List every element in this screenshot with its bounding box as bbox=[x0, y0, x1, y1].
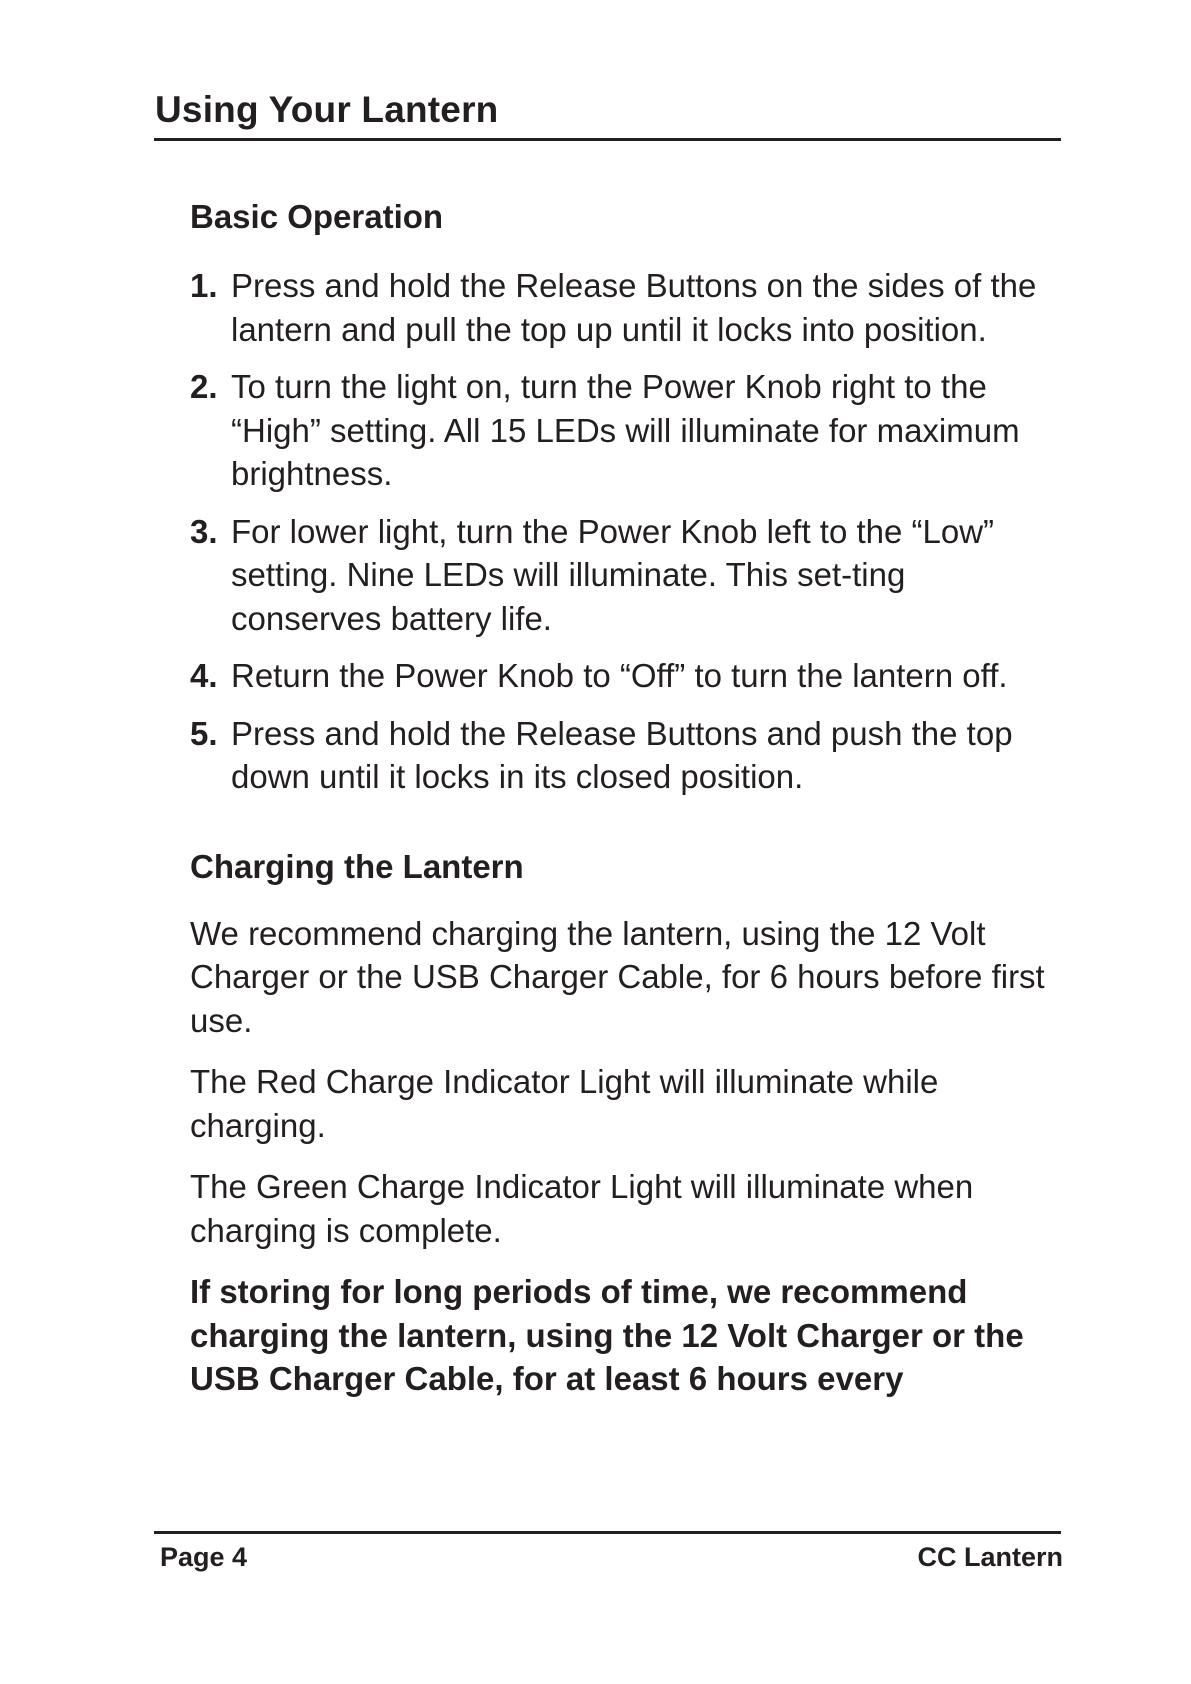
charging-paragraph: The Red Charge Indicator Light will illuminate while charging. bbox=[190, 1063, 939, 1144]
charging-paragraph: We recommend charging the lantern, using the 12 Volt Charger or the USB Charger Cable, for 6 hours before first use. bbox=[190, 914, 1045, 1039]
basic-operation-heading: Basic Operation bbox=[190, 198, 444, 235]
footer-divider bbox=[154, 1531, 1061, 1534]
step-text: For lower light, turn the Power Knob left to the “Low” setting. Nine LEDs will illuminate. This set-ting conserves battery life. bbox=[231, 512, 995, 637]
charging-paragraph: The Green Charge Indicator Light will illuminate when charging is complete. bbox=[190, 1168, 974, 1249]
step-text: Press and hold the Release Buttons on the sides of the lantern and pull the top up until it locks into position. bbox=[231, 267, 1037, 348]
main-content bbox=[190, 196, 1050, 1401]
step-number: 3. bbox=[190, 512, 218, 550]
step-text: Press and hold the Release Buttons and push the top down until it locks in its closed position. bbox=[231, 714, 1013, 795]
list-item bbox=[190, 264, 1050, 351]
step-number: 2. bbox=[190, 368, 218, 405]
page-number: Page 4 bbox=[160, 1542, 248, 1572]
storage-note: If storing for long periods of time, we recommend charging the lantern, using the 12 Volt Charger or the USB Charger Cable, for at least 6 hours every bbox=[190, 1273, 1024, 1397]
step-text: To turn the light on, turn the Power Knob right to the “High” setting. All 15 LEDs will illuminate for maximum brightness. bbox=[231, 368, 1020, 492]
step-number: 5. bbox=[190, 714, 218, 752]
list-item bbox=[190, 365, 1050, 496]
operation-steps-list bbox=[190, 264, 1050, 799]
charging-heading: Charging the Lantern bbox=[190, 847, 524, 885]
step-number: 1. bbox=[190, 267, 218, 304]
step-number: 4. bbox=[190, 657, 218, 694]
product-name: CC Lantern bbox=[917, 1542, 1063, 1572]
page-title: Using Your Lantern bbox=[155, 89, 499, 130]
list-item bbox=[190, 712, 1050, 799]
list-item bbox=[190, 510, 1050, 641]
step-text: Return the Power Knob to “Off” to turn the lantern off. bbox=[231, 657, 1008, 694]
list-item bbox=[190, 654, 1050, 698]
header-divider bbox=[154, 138, 1061, 141]
